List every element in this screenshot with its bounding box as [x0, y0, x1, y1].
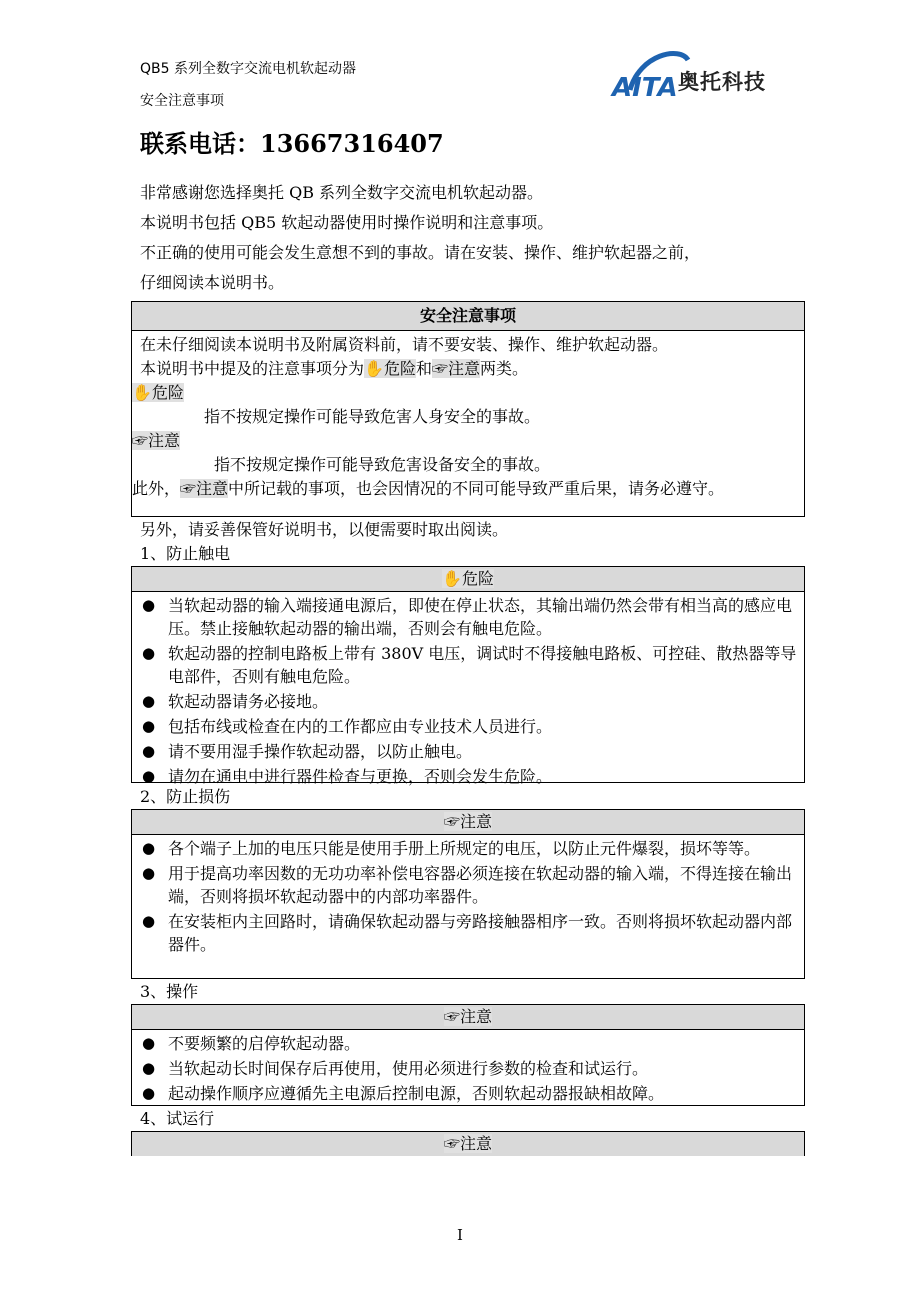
safety-line: [140, 357, 796, 381]
caution-tag: ☞注意: [443, 1134, 492, 1153]
section-box-2: [131, 809, 805, 979]
caution-tag: ☞注意: [132, 431, 181, 450]
section-title: 3、操作: [140, 982, 199, 1001]
list-item: ● 当软起动器的输入端接通电源后，即使在停止状态，其输出端仍然会带有相当高的感应电压。禁止接触软起动器的输出端，否则会有触电危险。: [142, 596, 793, 638]
list-item: ● 在安装柜内主回路时，请确保软起动器与旁路接触器相序一致。否则将损坏软起动器内部器件。: [142, 912, 793, 954]
safety-text: 此外，: [132, 479, 181, 498]
intro-line: 仔细阅读本说明书。: [140, 273, 285, 292]
list-item: ● 各个端子上加的电压只能是使用手册上所规定的电压，以防止元件爆裂，损坏等等。: [142, 839, 761, 858]
list-item: ● 包括布线或检查在内的工作都应由专业技术人员进行。: [142, 717, 553, 736]
section-box-4: [131, 1131, 805, 1156]
logo-letters: AITA: [612, 73, 678, 103]
caution-tag: ☞注意: [443, 812, 492, 831]
list-item: ● 起动操作顺序应遵循先主电源后控制电源，否则软起动器报缺相故障。: [142, 1084, 665, 1103]
caution-tag: ☞注意: [443, 1007, 492, 1026]
phone-line: 联系电话：13667316407: [140, 129, 444, 158]
list-item: ● 用于提高功率因数的无功功率补偿电容器必须连接在软起动器的输入端，不得连接在输出端，否则将损坏软起动器中的内部功率器件。: [142, 864, 793, 906]
intro-line: 不正确的使用可能会发生意想不到的事故。请在安装、操作、维护软起器之前，: [140, 243, 701, 262]
safety-text: 中所记载的事项，也会因情况的不同可能导致严重后果，请务必遵守。: [228, 479, 725, 498]
intro-text: [140, 178, 700, 298]
caution-desc: 指不按规定操作可能导致危害设备安全的事故。: [214, 455, 551, 474]
intro-line: 非常感谢您选择奥托 QB 系列全数字交流电机软起动器。: [140, 183, 544, 202]
list-item: ● 软起动器请务必接地。: [142, 692, 329, 711]
caution-tag: ☞注意: [180, 479, 229, 498]
danger-desc: 指不按规定操作可能导致危害人身安全的事故。: [204, 407, 541, 426]
page-number: I: [457, 1226, 463, 1244]
after-box-text: 另外，请妥善保管好说明书，以便需要时取出阅读。: [140, 520, 509, 539]
list-item: ● 当软起动长时间保存后再使用，使用必须进行参数的检查和试运行。: [142, 1059, 649, 1078]
section-title: 1、防止触电: [140, 544, 231, 563]
list-item: ● 不要频繁的启停软起动器。: [142, 1034, 361, 1053]
safety-line: [132, 477, 796, 501]
doc-title: QB5 系列全数字交流电机软起动器: [140, 61, 356, 77]
safety-box-body: [132, 331, 804, 505]
logo-name: 奥托科技: [678, 70, 766, 94]
caution-tag: ☞注意: [431, 359, 480, 378]
section-title: 4、试运行: [140, 1109, 215, 1128]
list-item: ● 请不要用湿手操作软起动器，以防止触电。: [142, 742, 473, 761]
safety-box-title: 安全注意事项: [132, 302, 804, 331]
safety-box: [131, 301, 805, 517]
company-logo: [610, 46, 800, 106]
section-header: 安全注意事项: [140, 93, 224, 109]
list-item: ● 软起动器的控制电路板上带有 380V 电压，调试时不得接触电路板、可控硅、散热器等导电部件，否则有触电危险。: [142, 644, 797, 686]
safety-text: 两类。: [479, 359, 528, 378]
safety-text: 本说明书中提及的注意事项分为: [140, 359, 365, 378]
list-item: ● 请勿在通电中进行器件检查与更换，否则会发生危险。: [142, 767, 553, 786]
danger-tag: ✋危险: [364, 359, 416, 378]
safety-line: 在未仔细阅读本说明书及附属资料前，请不要安装、操作、维护软起动器。: [140, 335, 669, 354]
danger-tag: ✋危险: [442, 569, 494, 588]
safety-text: 和: [415, 359, 432, 378]
danger-tag: ✋危险: [132, 383, 184, 402]
section-title: 2、防止损伤: [140, 787, 231, 806]
intro-line: 本说明书包括 QB5 软起动器使用时操作说明和注意事项。: [140, 213, 554, 232]
section-box-1: [131, 566, 805, 786]
section-box-3: [131, 1004, 805, 1106]
